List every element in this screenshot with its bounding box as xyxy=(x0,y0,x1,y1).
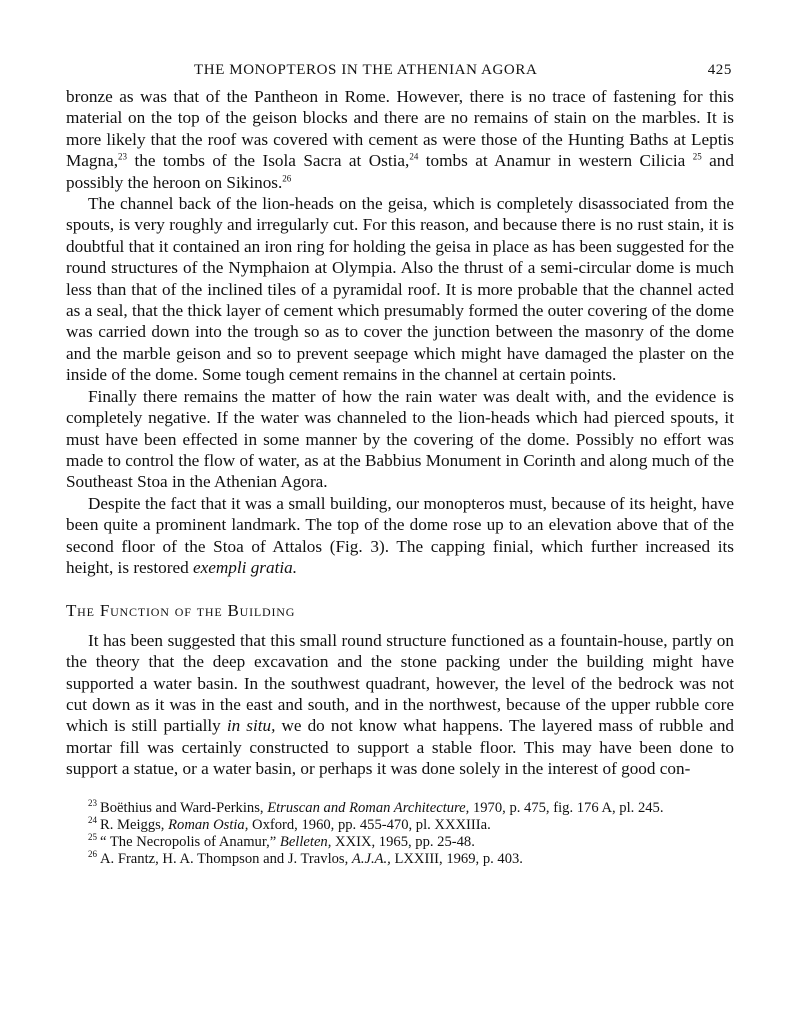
body-text xyxy=(66,86,734,780)
italic-text: in situ, xyxy=(226,716,276,736)
footnote xyxy=(66,797,734,817)
running-head-title: THE MONOPTEROS IN THE ATHENIAN AGORA xyxy=(194,62,538,78)
text-run: It has been suggested that this small round structure functioned as a fountain-house, partly on the theory that the deep excavation and the stone packing under the building might have supported a water basin. In the southwest quadrant, however, the level of the bedrock was not cut down as it was in the east and south, and in the northwest, because of the upper rubble core which is still partially xyxy=(66,630,734,736)
text-run: R. Meiggs, xyxy=(100,816,169,833)
text-run: “ The Necropolis of Anamur,” xyxy=(100,834,280,850)
text-run: the tombs of the Isola Sacra at Ostia, xyxy=(127,151,410,171)
section-heading: The Function of the Building xyxy=(66,601,296,621)
text-run: 1970, p. 475, fig. 176 A, pl. 245. xyxy=(469,799,664,816)
italic-text: exempli gratia. xyxy=(192,557,298,577)
footnote-ref-23: 23 xyxy=(118,151,128,162)
footnote-number: 24 xyxy=(88,814,97,825)
text-run: Oxford, 1960, pp. 455-470, pl. XXXIIIa. xyxy=(248,816,491,833)
text-run: XXIX, 1965, pp. 25-48. xyxy=(331,834,475,850)
text-run: bronze as was that of the Pantheon in Rome. However, there is no trace of fastening for this material on the top of the geison blocks and there are no remains of stain on the marbles. It is more likely that the roof was covered with cement as were those of the Hunting Baths at Leptis Magna, xyxy=(66,87,734,171)
text-run: we do not know what happens. The layered mass of rubble and mortar fill was certainly constructed to support a stable floor. This may have been done to support a statue, or a water basin, or perhaps it was done solely in the interest of good con- xyxy=(66,716,735,779)
paragraph xyxy=(66,493,734,579)
text-run: A. Frantz, H. A. Thompson and J. Travlos, xyxy=(100,851,352,868)
italic-text: Roman Ostia, xyxy=(168,816,249,833)
footnote-number: 26 xyxy=(88,849,97,860)
paragraph: The channel back of the lion-heads on the geisa, which is completely disassociated from the spouts, is very roughly and irregularly cut. For this reason, and because there is no rust stain, it is doubtful that it contained an iron ring for holding the geisa in place as has been suggested for the round structures of the Nymphaion at Olympia. Also the thrust of a semi-circular dome is much less than that of the inclined tiles of a pyramidal roof. It is more probable that the channel acted as a seal, that the thick layer of cement which presumably formed the outer covering of the dome was carried down into the trough so as to cover the junction between the masonry of the dome and the marble geison and so to prevent seepage which might have damaged the plaster on the inside of the dome. Some tough cement remains in the channel at certain points. xyxy=(66,194,734,385)
footnote xyxy=(66,834,734,851)
footnote-number: 25 xyxy=(88,832,97,843)
text-run: LXXIII, 1969, p. 403. xyxy=(390,851,523,868)
footnote-ref-24: 24 xyxy=(409,151,419,162)
footnote-ref-25: 25 xyxy=(692,151,702,162)
footnote-number: 23 xyxy=(88,797,97,808)
italic-text: A.J.A., xyxy=(351,851,391,868)
page-number: 425 xyxy=(707,62,732,78)
paragraph xyxy=(66,86,734,193)
text-run: Despite the fact that it was a small building, our monopteros must, because of its height, have been quite a prominent landmark. The top of the dome rose up to an elevation above that of the second floor of the Stoa of Attalos (Fig. 3). The capping finial, which further increased its height, is restored xyxy=(66,493,734,577)
footnote xyxy=(66,851,734,868)
running-head xyxy=(66,56,734,86)
italic-text: Belleten, xyxy=(279,834,332,850)
paragraph xyxy=(66,630,734,780)
text-run: Boëthius and Ward-Perkins, xyxy=(100,799,268,816)
text-run: and possibly the heroon on Sikinos. xyxy=(66,151,734,192)
paragraph: Finally there remains the matter of how the rain water was dealt with, and the evidence is completely negative. If the water was channeled to the lion-heads which had pierced spouts, it must have been effected in some manner by the covering of the dome. Possibly no effort was made to control the flow of water, as at the Babbius Monument in Corinth and along much of the Southeast Stoa in the Athenian Agora. xyxy=(66,386,734,492)
italic-text: Etruscan and Roman Architecture, xyxy=(267,799,470,816)
footnotes xyxy=(66,797,734,869)
text-run: tombs at Anamur in western Cilicia xyxy=(418,151,693,171)
page xyxy=(66,56,734,868)
footnote xyxy=(66,814,734,834)
footnote-ref-26: 26 xyxy=(282,172,292,183)
